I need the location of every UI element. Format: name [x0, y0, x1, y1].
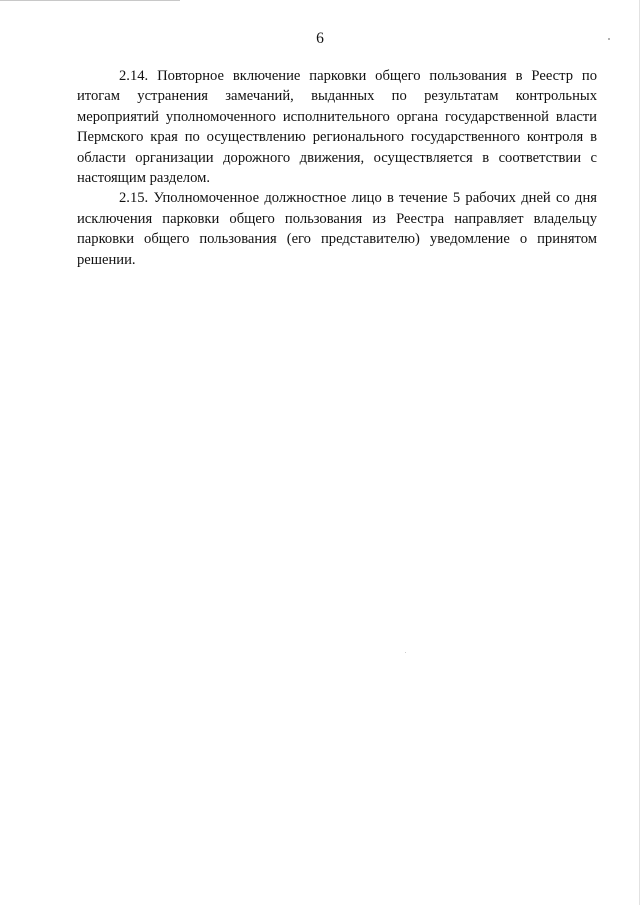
page-number: 6 [316, 30, 324, 47]
document-body [77, 66, 597, 270]
scan-edge-top [0, 0, 180, 1]
scan-speck [405, 652, 406, 653]
paragraph-2-14: 2.14. Повторное включение парковки общего пользования в Реестр по итогам устранения замечаний, выданных по результатам контрольных мероприятий уполномоченного исполнительного органа государственной власти Пермского края по осуществлению регионального государственного контроля в области организации дорожного движения, осуществляется в соответствии с настоящим разделом. [77, 68, 597, 187]
paragraph-2-15: 2.15. Уполномоченное должностное лицо в течение 5 рабочих дней со дня исключения парковки общего пользования из Реестра направляет владельцу парковки общего пользования (его представителю) уведомление о принятом решении. [77, 190, 597, 268]
